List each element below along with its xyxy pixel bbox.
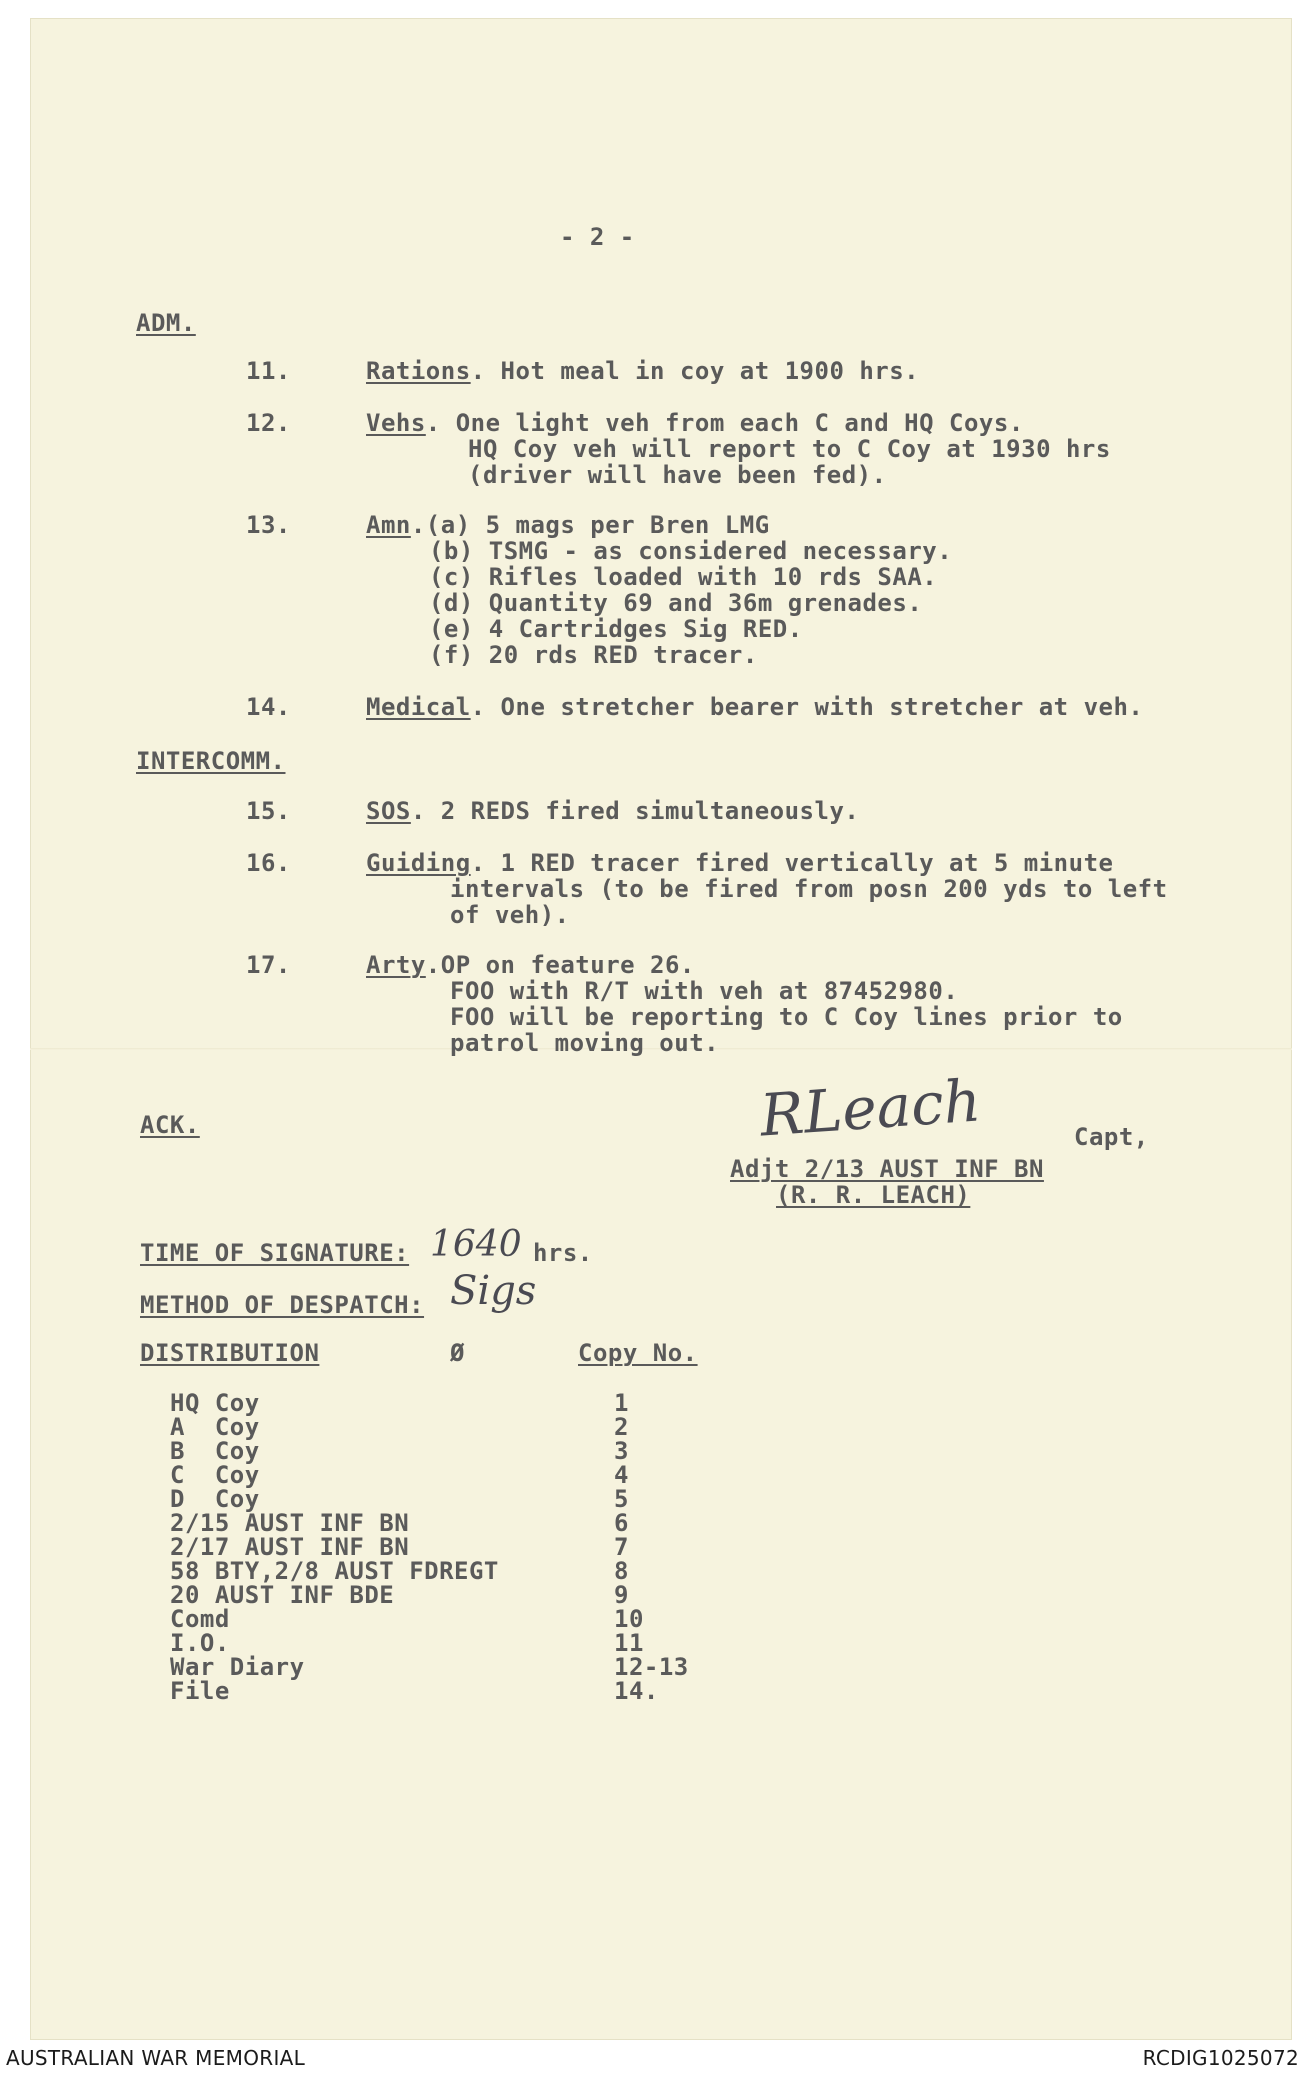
distribution-addressee: File <box>170 1677 230 1705</box>
item-17-text: .OP on feature 26. <box>425 951 695 979</box>
distribution-addressee: C Coy <box>170 1461 260 1489</box>
distribution-addressee: Comd <box>170 1605 230 1633</box>
footer-archive-name: AUSTRALIAN WAR MEMORIAL <box>6 2046 306 2070</box>
item-12-line-3: (driver will have been fed). <box>468 461 887 489</box>
item-15-heading: SOS <box>366 797 411 825</box>
item-11-text: . Hot meal in coy at 1900 hrs. <box>470 357 920 385</box>
item-16-text: . 1 RED tracer fired vertically at 5 minute <box>470 849 1114 877</box>
item-13-sub-e: (e) 4 Cartridges Sig RED. <box>414 615 803 643</box>
distribution-copy-number: 12-13 <box>614 1653 689 1681</box>
item-11-number: 11. <box>246 357 291 385</box>
item-12-line-1 <box>366 410 1024 436</box>
item-16-line-2: intervals (to be fired from posn 200 yds to left <box>450 875 1168 903</box>
item-13-number: 13. <box>246 511 291 539</box>
item-17-heading: Arty <box>366 951 426 979</box>
distribution-copy-number: 14. <box>614 1677 659 1705</box>
section-heading-ack: ACK. <box>140 1111 200 1139</box>
time-of-signature-value: 1640 <box>430 1224 522 1265</box>
item-15-text: . 2 REDS fired simultaneously. <box>410 797 860 825</box>
distribution-addressee: D Coy <box>170 1485 260 1513</box>
item-17-line-4: patrol moving out. <box>450 1029 720 1057</box>
item-11-heading: Rations <box>366 357 471 385</box>
distribution-addressee: 2/17 AUST INF BN <box>170 1533 410 1561</box>
section-heading-adm: ADM. <box>136 309 196 337</box>
distribution-copy-number: 5 <box>614 1485 629 1513</box>
item-13-heading: Amn <box>366 511 411 539</box>
item-13-sub-c: (c) Rifles loaded with 10 rds SAA. <box>414 563 938 591</box>
item-14-heading: Medical <box>366 693 471 721</box>
item-13-sub-b: (b) TSMG - as considered necessary. <box>414 537 953 565</box>
document-page <box>30 18 1292 2040</box>
method-of-despatch-value: Sigs <box>450 1268 537 1314</box>
item-17-number: 17. <box>246 951 291 979</box>
item-12-heading: Vehs <box>366 409 426 437</box>
signature-appointment: Adjt 2/13 AUST INF BN <box>730 1155 1044 1183</box>
item-15-line <box>366 798 859 824</box>
item-12-number: 12. <box>246 409 291 437</box>
item-13-sub-d: (d) Quantity 69 and 36m grenades. <box>414 589 923 617</box>
distribution-addressee: I.O. <box>170 1629 230 1657</box>
item-13-sub-a: .(a) 5 mags per Bren LMG <box>410 511 770 539</box>
item-16-line-3: of veh). <box>450 901 570 929</box>
footer-record-id: RCDIG1025072 <box>1142 2046 1299 2070</box>
item-13-heading-line <box>366 512 770 538</box>
item-13-sub-f: (f) 20 rds RED tracer. <box>414 641 758 669</box>
distribution-addressee: A Coy <box>170 1413 260 1441</box>
distribution-copy-number: 7 <box>614 1533 629 1561</box>
page-number: - 2 - <box>560 223 635 251</box>
distribution-list <box>170 1390 770 1730</box>
distribution-copy-number: 3 <box>614 1437 629 1465</box>
item-17-line-3: FOO will be reporting to C Coy lines prior to <box>450 1003 1123 1031</box>
item-12-text: . One light veh from each C and HQ Coys. <box>425 409 1024 437</box>
item-14-line <box>366 694 1143 720</box>
item-14-text: . One stretcher bearer with stretcher at veh. <box>470 693 1144 721</box>
distribution-addressee: 2/15 AUST INF BN <box>170 1509 410 1537</box>
copy-number-label: Copy No. <box>578 1339 698 1367</box>
time-of-signature-row <box>140 1240 409 1266</box>
item-12-line-2: HQ Coy veh will report to C Coy at 1930 hrs <box>468 435 1111 463</box>
signature-rank: Capt, <box>1074 1123 1149 1151</box>
distribution-copy-number: 10 <box>614 1605 644 1633</box>
distribution-copy-number: 9 <box>614 1581 629 1609</box>
item-14-number: 14. <box>246 693 291 721</box>
distribution-copy-number: 4 <box>614 1461 629 1489</box>
section-heading-intercomm: INTERCOMM. <box>136 747 286 775</box>
item-16-line-1 <box>366 850 1113 876</box>
item-16-number: 16. <box>246 849 291 877</box>
distribution-addressee: HQ Coy <box>170 1389 260 1417</box>
item-17-line-2: FOO with R/T with veh at 87452980. <box>450 977 959 1005</box>
distribution-copy-number: 6 <box>614 1509 629 1537</box>
distribution-addressee: War Diary <box>170 1653 305 1681</box>
item-15-number: 15. <box>246 797 291 825</box>
item-11-line <box>366 358 919 384</box>
distribution-copy-number: 2 <box>614 1413 629 1441</box>
distribution-addressee: 20 AUST INF BDE <box>170 1581 395 1609</box>
signature-name: (R. R. LEACH) <box>776 1181 971 1209</box>
distribution-label: DISTRIBUTION <box>140 1339 320 1367</box>
time-of-signature-unit: hrs. <box>518 1239 593 1267</box>
distribution-copy-number: 1 <box>614 1389 629 1417</box>
distribution-mark: Ø <box>450 1339 465 1367</box>
distribution-addressee: 58 BTY,2/8 AUST FDREGT <box>170 1557 499 1585</box>
time-of-signature-label: TIME OF SIGNATURE: <box>140 1239 410 1267</box>
handwritten-signature: RLeach <box>757 1066 984 1150</box>
method-of-despatch-label: METHOD OF DESPATCH: <box>140 1291 425 1319</box>
item-17-line-1 <box>366 952 695 978</box>
distribution-addressee: B Coy <box>170 1437 260 1465</box>
item-16-heading: Guiding <box>366 849 471 877</box>
distribution-copy-number: 8 <box>614 1557 629 1585</box>
distribution-copy-number: 11 <box>614 1629 644 1657</box>
